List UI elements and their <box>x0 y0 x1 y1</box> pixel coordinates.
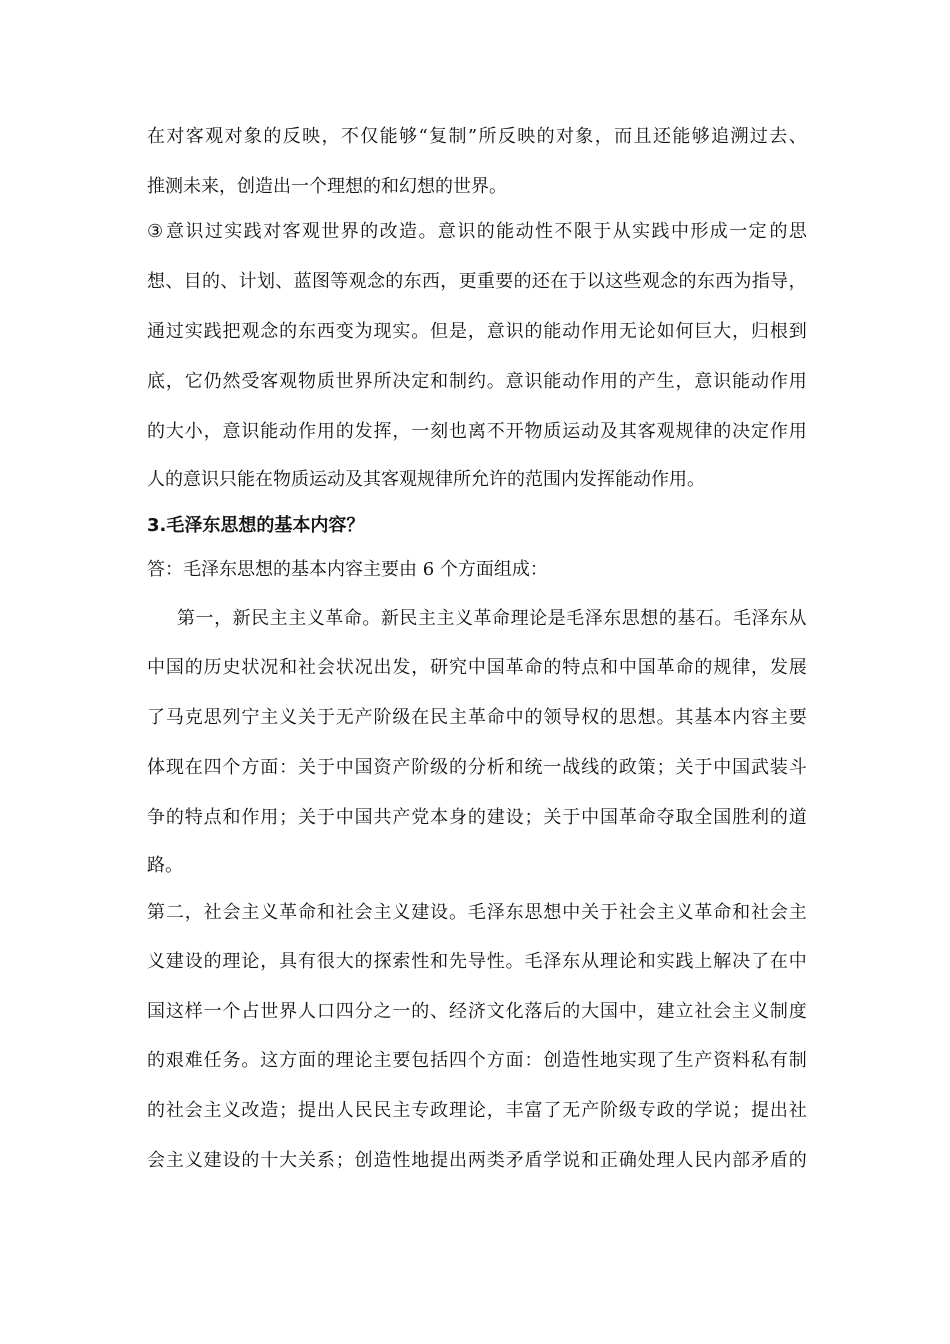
text-line: 人的意识只能在物质运动及其客观规律所允许的范围内发挥能动作用。 <box>147 469 705 490</box>
text-line: 想 、 目 的 、 计 划 、 蓝 图 等 观 念 的 东 西 ， 更 重 要 的 还 在 于 以 这 些 观 念 的 东 西 为 指 导 ， <box>147 271 807 292</box>
answer-intro: 答：毛泽东思想的基本内容主要由 6 个方面组成： <box>147 559 548 580</box>
text-line: 的 社 会 主 义 改 造 ； 提 出 人 民 民 主 专 政 理 论 ， 丰 富 了 无 产 阶 级 专 政 的 学 说 ； 提 出 社 <box>147 1100 807 1121</box>
text-line: 国 这 样 一 个 占 世 界 人 口 四 分 之 一 的 、 经 济 文 化 落 后 的 大 国 中 ， 建 立 社 会 主 义 制 度 <box>147 1001 807 1022</box>
text-line: 底 ， 它 仍 然 受 客 观 物 质 世 界 所 决 定 和 制 约 。 意 识 能 动 作 用 的 产 生 ， 意 识 能 动 作 用 <box>147 371 807 392</box>
text-line: 争 的 特 点 和 作 用 ； 关 于 中 国 共 产 党 本 身 的 建 设 ； 关 于 中 国 革 命 夺 取 全 国 胜 利 的 道 <box>147 807 807 828</box>
text-line: 通 过 实 践 把 观 念 的 东 西 变 为 现 实 。 但 是 ， 意 识 的 能 动 作 用 无 论 如 何 巨 大 ， 归 根 到 <box>147 321 807 342</box>
text-line: 在 对 客 观 对 象 的 反 映 ， 不 仅 能 够 “ 复 制 ” 所 反 映 的 对 象 ， 而 且 还 能 够 追 溯 过 去 、 <box>147 126 807 147</box>
section-heading: 3.毛泽东思想的基本内容？ <box>147 515 365 536</box>
text-line: 中 国 的 历 史 状 况 和 社 会 状 况 出 发 ， 研 究 中 国 革 命 的 特 点 和 中 国 革 命 的 规 律 ， 发 展 <box>147 657 807 678</box>
text-line: 的 大 小 ， 意 识 能 动 作 用 的 发 挥 ， 一 刻 也 离 不 开 物 质 运 动 及 其 客 观 规 律 的 决 定 作 用 <box>147 421 807 442</box>
text-line: 第 二 ， 社 会 主 义 革 命 和 社 会 主 义 建 设 。 毛 泽 东 思 想 中 关 于 社 会 主 义 革 命 和 社 会 主 <box>147 902 807 923</box>
text-line: 的 艰 难 任 务 。 这 方 面 的 理 论 主 要 包 括 四 个 方 面 ： 创 造 性 地 实 现 了 生 产 资 料 私 有 制 <box>147 1050 807 1071</box>
text-line: ③ 意 识 过 实 践 对 客 观 世 界 的 改 造 。 意 识 的 能 动 性 不 限 于 从 实 践 中 形 成 一 定 的 思 <box>147 221 807 242</box>
text-line: 了 马 克 思 列 宁 主 义 关 于 无 产 阶 级 在 民 主 革 命 中 的 领 导 权 的 思 想 。 其 基 本 内 容 主 要 <box>147 707 807 728</box>
text-line: 体 现 在 四 个 方 面 ： 关 于 中 国 资 产 阶 级 的 分 析 和 统 一 战 线 的 政 策 ； 关 于 中 国 武 装 斗 <box>147 757 807 778</box>
text-line: 推测未来，创造出一个理想的和幻想的世界。 <box>147 176 507 197</box>
text-line: 会 主 义 建 设 的 十 大 关 系 ； 创 造 性 地 提 出 两 类 矛 盾 学 说 和 正 确 处 理 人 民 内 部 矛 盾 的 <box>147 1150 807 1171</box>
text-line: 义 建 设 的 理 论 ， 具 有 很 大 的 探 索 性 和 先 导 性 。 毛 泽 东 从 理 论 和 实 践 上 解 决 了 在 中 <box>147 951 807 972</box>
text-line: 路。 <box>147 855 183 876</box>
text-line: 第 一 ， 新 民 主 主 义 革 命 。 新 民 主 主 义 革 命 理 论 是 毛 泽 东 思 想 的 基 石 。 毛 泽 东 从 <box>177 608 807 629</box>
